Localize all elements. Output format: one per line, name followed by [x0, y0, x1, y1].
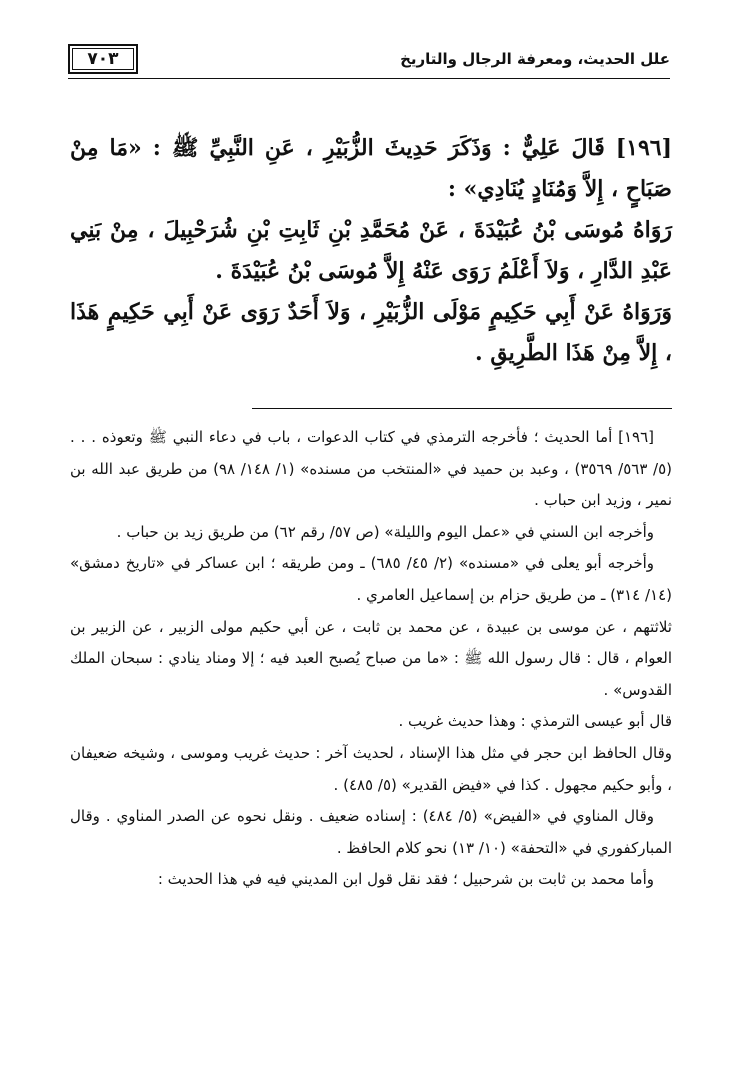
main-paragraph-2: رَوَاهُ مُوسَى بْنُ عُبَيْدَةَ ، عَنْ مُحَمَّدِ بْنِ ثَابِتِ بْنِ شُرَحْبِيلَ ، مِنْ بَنِي عَبْدِ الدَّارِ ، وَلاَ أَعْلَمُ رَوَى عَنْهُ إِلاَّ مُوسَى بْنُ عُبَيْدَةَ . — [70, 217, 672, 284]
main-paragraph-3: وَرَوَاهُ عَنْ أَبِي حَكِيمٍ مَوْلَى الزُّبَيْرِ ، وَلاَ أَحَدٌ رَوَى عَنْ أَبِي حَكِيمٍ هَذَا ، إِلاَّ مِنْ هَذَا الطَّرِيقِ . — [70, 299, 672, 366]
footnote-paragraph: وأما محمد بن ثابت بن شرحبيل ؛ فقد نقل قول ابن المديني فيه في هذا الحديث : — [157, 870, 654, 889]
page-number-box: ٧٠٣ — [68, 44, 138, 74]
footnote-paragraph: وقال الحافظ ابن حجر في مثل هذا الإسناد ، لحديث آخر : حديث غريب وموسى ، وشيخه ضعيفان ، وأبو حكيم مجهول . كذا في «فيض القدير» (٥/ ٤٨٥) . — [70, 743, 672, 794]
footnote-separator — [252, 408, 672, 409]
header-rule — [68, 78, 670, 79]
footnote-paragraph: وقال المناوي في «الفيض» (٥/ ٤٨٤) : إسناده ضعيف . ونقل نحوه عن الصدر المناوي . وقال المباركفوري في «التحفة» (١٠/ ١٣) نحو كلام الحافظ . — [70, 807, 672, 857]
main-text — [70, 128, 672, 374]
footnote-paragraph: قال أبو عيسى الترمذي : وهذا حديث غريب . — [398, 712, 672, 731]
running-title: علل الحديث، ومعرفة الرجال والتاريخ — [400, 50, 670, 68]
footnote-paragraph: وأخرجه أبو يعلى في «مسنده» (٢/ ٤٥/ ٦٨٥) ـ ومن طريقه ؛ ابن عساكر في «تاريخ دمشق» (١٤/ ٣١٤) ـ من طريق حزام بن إسماعيل العامري . — [70, 554, 672, 604]
main-paragraph-196: [١٩٦] قَالَ عَلِيٌّ : وَذَكَرَ حَدِيثَ الزُّبَيْرِ ، عَنِ النَّبِيِّ ﷺ : «مَا مِنْ صَبَاحٍ ، إِلاَّ وَمُنَادٍ يُنَادِي» : — [70, 135, 672, 202]
footnote-paragraph: وأخرجه ابن السني في «عمل اليوم والليلة» (ص ٥٧/ رقم ٦٢) من طريق زيد بن حباب . — [116, 522, 654, 541]
footnotes — [70, 422, 672, 896]
page-header — [68, 44, 670, 78]
footnote-paragraph: ثلاثتهم ، عن موسى بن عبيدة ، عن محمد بن ثابت ، عن أبي حكيم مولى الزبير ، عن الزبير بن العوام ، قال : قال رسول الله ﷺ : «ما من صباح يُصبح العبد فيه ؛ إلا ومناد ينادي : سبحان الملك القدوس» . — [70, 617, 672, 699]
footnote-196: [١٩٦] أما الحديث ؛ فأخرجه الترمذي في كتاب الدعوات ، باب في دعاء النبي ﷺ وتعوذه . . . (٥/ ٥٦٣/ ٣٥٦٩) ، وعبد بن حميد في «المنتخب من مسنده» (١/ ١٤٨/ ٩٨) من طريق عبد الله بن نمير ، وزيد ابن حباب . — [70, 428, 672, 510]
